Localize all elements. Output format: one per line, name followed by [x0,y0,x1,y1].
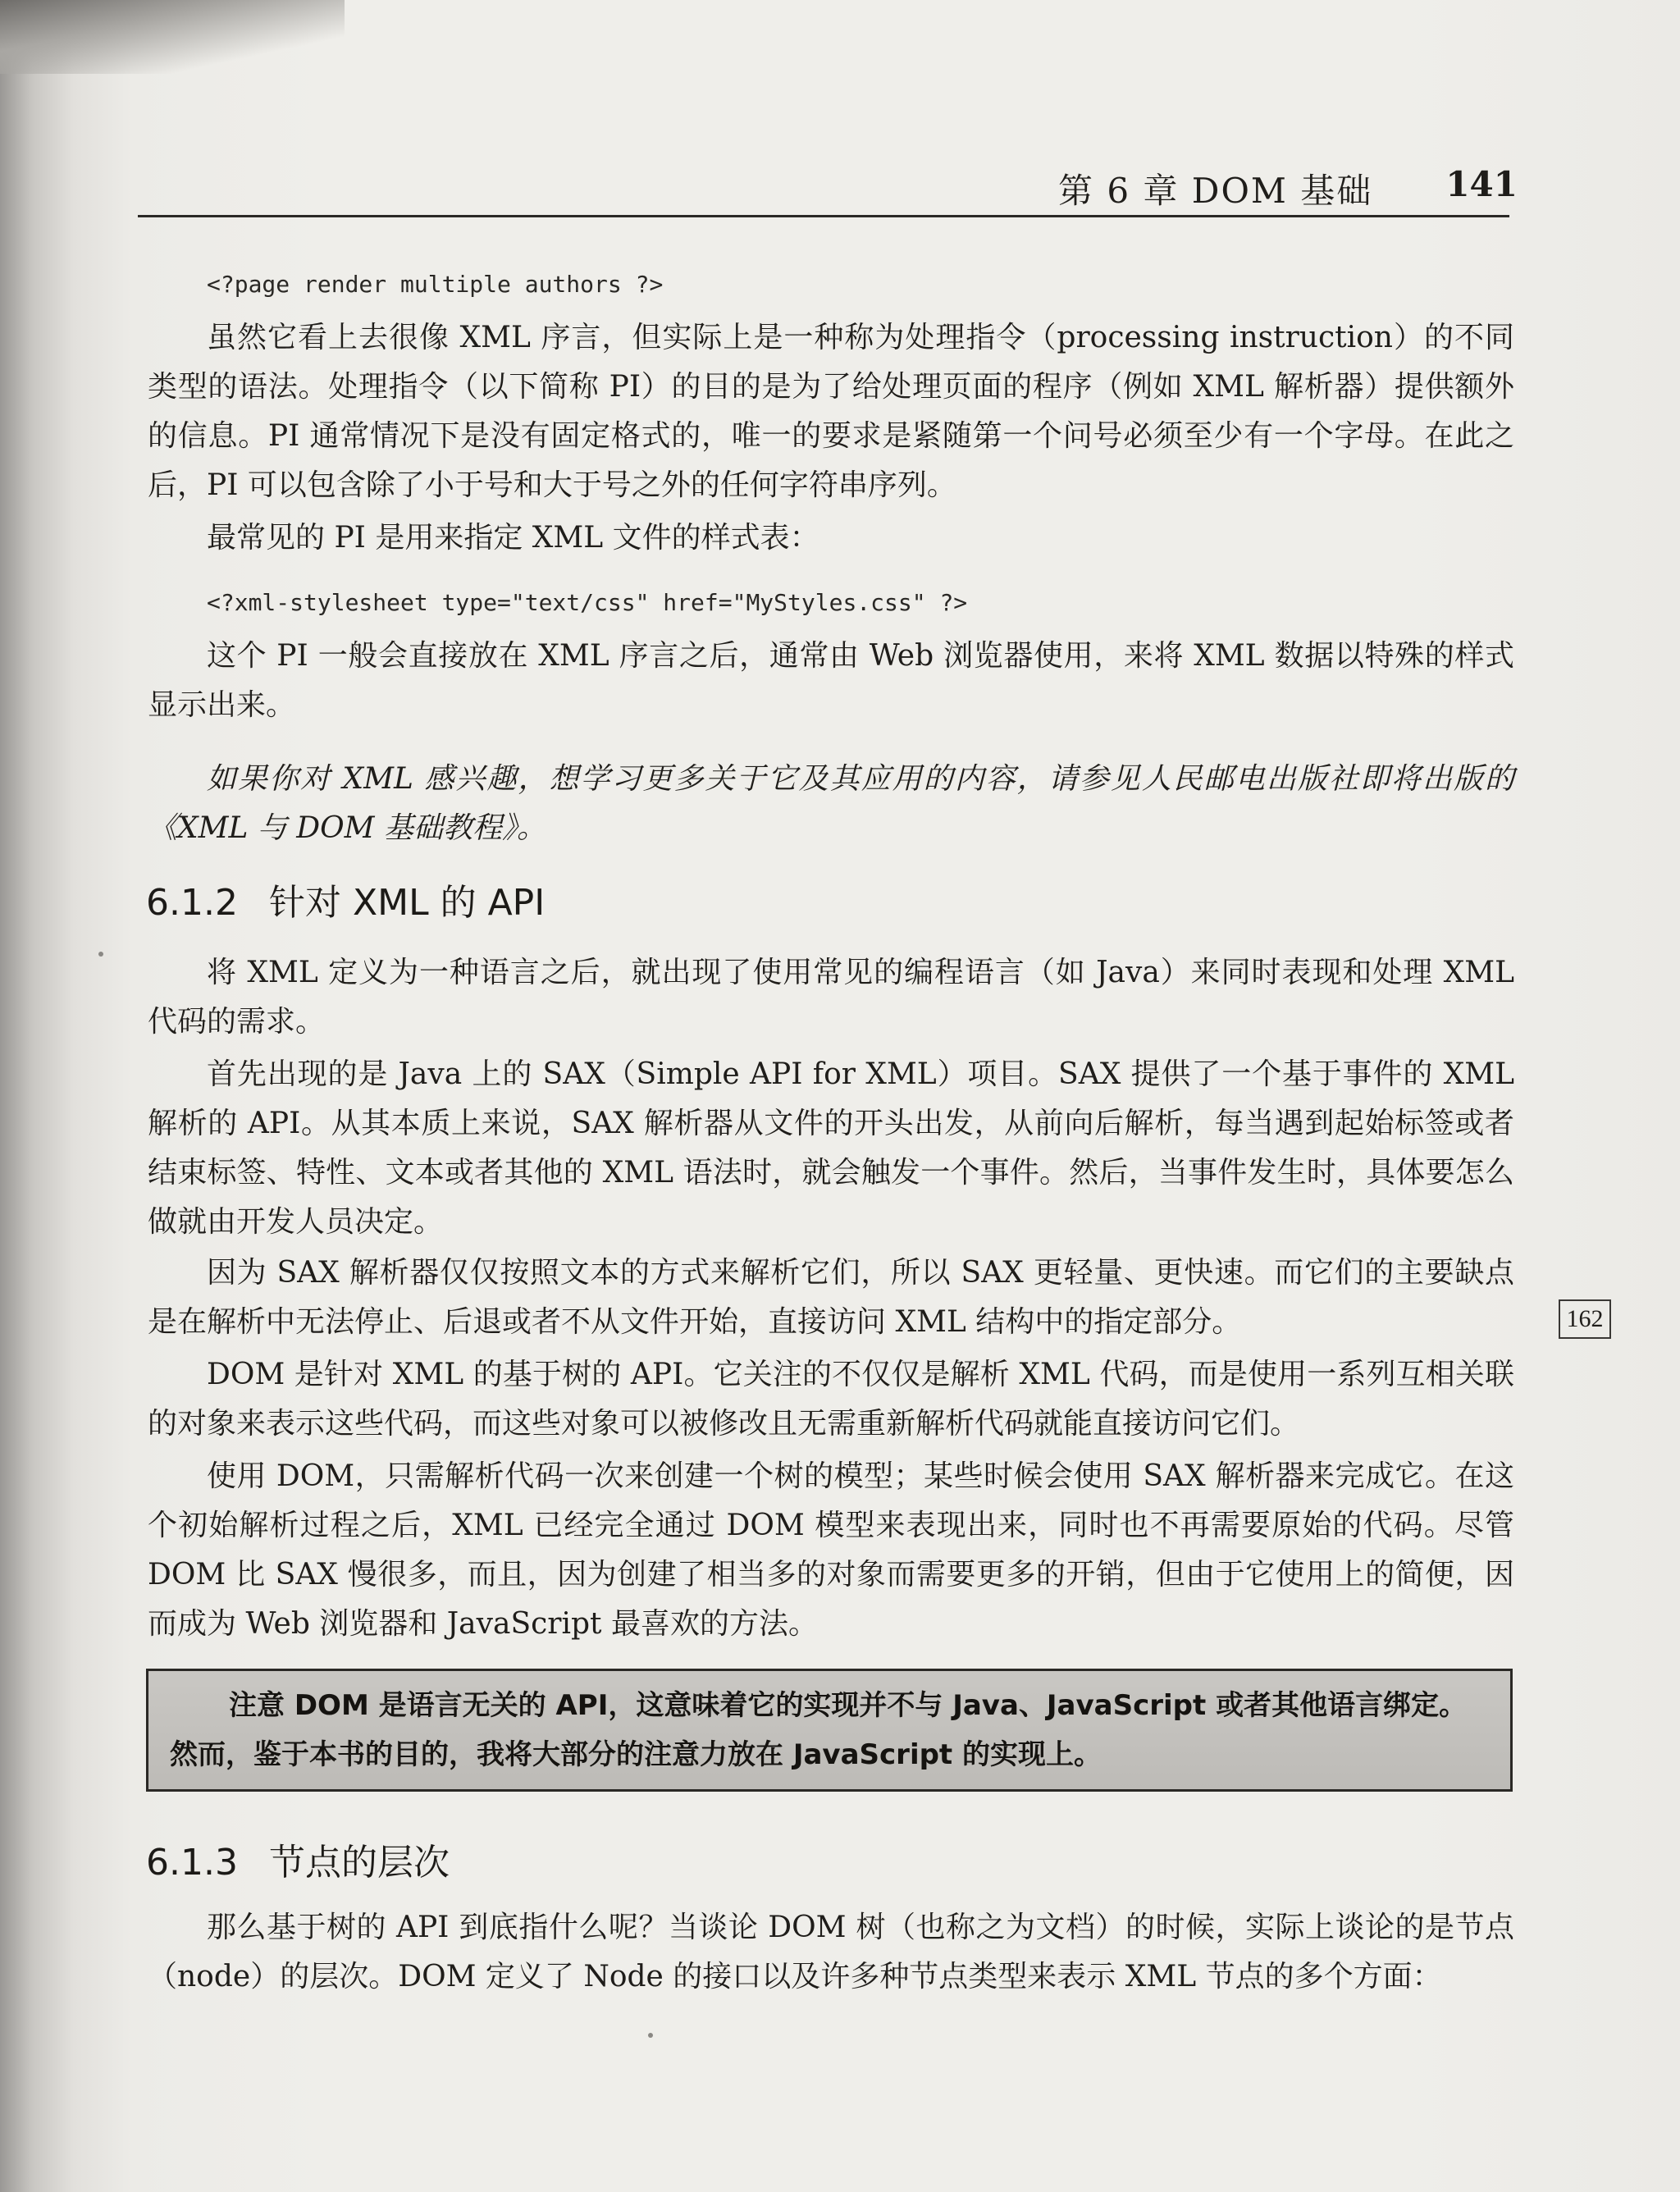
paragraph-pi-description: 虽然它看上去很像 XML 序言，但实际上是一种称为处理指令（processing instruction）的不同类型的语法。处理指令（以下简称 PI）的目的是为了给处理页面的程序（例如 XML 解析器）提供额外的信息。PI 通常情况下是没有固定格式的，唯一的要求是紧随第一个问号必须至少有一个字母。在此之后，PI 可以包含除了小于号和大于号之外的任何字符串序列。 [148,321,1514,502]
paragraph-pi-placement: 这个 PI 一般会直接放在 XML 序言之后，通常由 Web 浏览器使用，来将 XML 数据以特殊的样式显示出来。 [148,639,1514,722]
section-title: 节点的层次 [269,1842,450,1884]
scan-speck [98,952,103,957]
section-heading-6-1-3 [146,1833,450,1885]
note-box [146,1669,1513,1792]
code-line-page-pi: <?page render multiple authors ?> [207,271,664,298]
section-number: 6.1.2 [146,882,238,924]
section-heading-6-1-2 [146,873,545,925]
paragraph-dom-intro: DOM 是针对 XML 的基于树的 API。它关注的不仅仅是解析 XML 代码，而是使用一系列互相关联的对象来表示这些代码，而这些对象可以被修改且无需重新解析代码就能直接访问它们。 [148,1358,1514,1441]
section-title: 针对 XML 的 API [269,882,546,924]
paragraph-sax-intro: 首先出现的是 Java 上的 SAX（Simple API for XML）项目。SAX 提供了一个基于事件的 XML 解析的 API。从其本质上来说，SAX 解析器从文件的开头出发，从前向后解析，每当遇到起始标签或者结束标签、特性、文本或者其他的 XML 语法时，就会触发一个事件。然后，当事件发生时，具体要怎么做就由开发人员决定。 [148,1057,1514,1239]
section-number: 6.1.3 [146,1842,238,1884]
chapter-title: 第 6 章 DOM 基础 [1058,171,1373,211]
margin-page-reference: 162 [1559,1299,1611,1339]
paragraph-sax-tradeoffs: 因为 SAX 解析器仅仅按照文本的方式来解析它们，所以 SAX 更轻量、更快速。而它们的主要缺点是在解析中无法停止、后退或者不从文件开始，直接访问 XML 结构中的指定部分。 [148,1256,1514,1339]
paragraph-further-reading: 如果你对 XML 感兴趣，想学习更多关于它及其应用的内容，请参见人民邮电出版社即将出版的《XML 与 DOM 基础教程》。 [148,762,1514,845]
running-header [1058,164,1518,213]
paragraph-dom-usage: 使用 DOM，只需解析代码一次来创建一个树的模型；某些时候会使用 SAX 解析器来完成它。在这个初始解析过程之后，XML 已经完全通过 DOM 模型来表现出来，同时也不再需要原始的代码。尽管 DOM 比 SAX 慢很多，而且，因为创建了相当多的对象而需要更多的开销，但由于它使用上的简便，因而成为 Web 浏览器和 JavaScript 最喜欢的方法。 [148,1459,1514,1641]
note-text: 注意 DOM 是语言无关的 API，这意味着它的实现并不与 Java、JavaScript 或者其他语言绑定。然而，鉴于本书的目的，我将大部分的注意力放在 JavaScript 的实现上。 [170,1689,1468,1771]
scan-speck [648,2033,653,2038]
header-rule [138,215,1509,217]
page-number: 141 [1445,164,1518,204]
paragraph-stylesheet-intro: 最常见的 PI 是用来指定 XML 文件的样式表： [207,521,819,555]
paragraph-xml-language: 将 XML 定义为一种语言之后，就出现了使用常见的编程语言（如 Java）来同时表现和处理 XML 代码的需求。 [148,956,1514,1039]
paragraph-node-hierarchy: 那么基于树的 API 到底指什么呢？当谈论 DOM 树（也称之为文档）的时候，实际上谈论的是节点（node）的层次。DOM 定义了 Node 的接口以及许多种节点类型来表示 XML 节点的多个方面： [148,1911,1514,1993]
code-line-stylesheet-pi: <?xml-stylesheet type="text/css" href="MyStyles.css" ?> [207,589,968,616]
page-edge-shadow [0,0,345,74]
